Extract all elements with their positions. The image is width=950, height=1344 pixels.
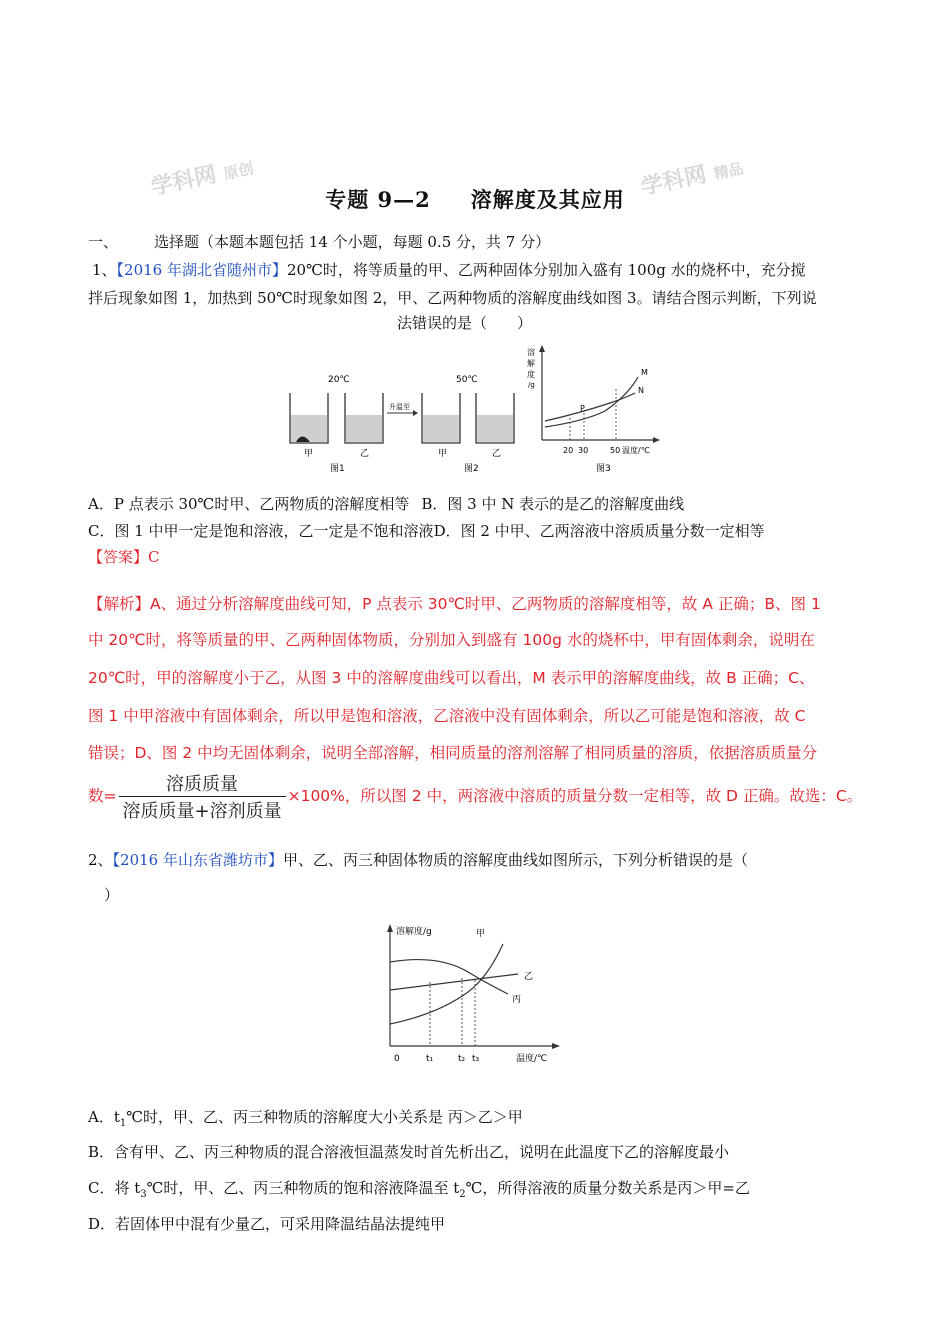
watermark-left-sub: 原创 <box>222 159 256 184</box>
q2-option-c <box>88 1178 750 1205</box>
q2-curve-bing <box>390 960 508 994</box>
section-number: 一、 <box>88 233 119 251</box>
q1-option-c: C．图 1 中甲一定是饱和溶液，乙一定是不饱和溶液 <box>88 522 434 540</box>
q1-line3 <box>397 313 532 333</box>
q2-tick-t2: t₂ <box>458 1054 466 1064</box>
q1-analysis-6-post: ×100%，所以图 2 中，两溶液中溶质的质量分数一定相等，故 D 正确。故选：C。 <box>287 787 863 805</box>
fig-label-3: 图3 <box>596 464 611 474</box>
q2-option-a-sub: 1 <box>119 1118 127 1129</box>
fig3-label-M: M <box>641 368 648 377</box>
q1-option-a: A．P 点表示 30℃时甲、乙两物质的溶解度相等 <box>88 495 410 513</box>
q2-option-c-sub2: 2 <box>459 1189 466 1200</box>
q2-label-bing: 丙 <box>512 995 522 1005</box>
q1-analysis-6-pre: 数= <box>88 787 117 805</box>
q1-options-ab <box>88 494 684 514</box>
q2-ylabel: 溶解度/g <box>396 927 432 937</box>
q2-line2 <box>104 885 119 905</box>
q1-analysis-5: 错误；D、图 2 中均无固体剩余，说明全部溶解，相同质量的溶剂溶解了相同质量的溶质，依据溶质质量分 <box>88 744 818 762</box>
q2-origin: 0 <box>394 1054 400 1064</box>
fig3-xlabel: 温度/℃ <box>622 446 650 455</box>
q2-option-a-pre: A．t <box>88 1108 120 1126</box>
fig3-ylabel-1: 溶 <box>527 348 535 357</box>
q1-source: 【2016 年湖北省随州市】 <box>116 261 287 279</box>
title-part2: 溶解度及其应用 <box>470 187 625 212</box>
q1-answer-label: 【答案】 <box>88 548 149 566</box>
fig3-tick-50: 50 <box>610 446 621 455</box>
q1-line2 <box>88 288 817 308</box>
q1-options-cd <box>88 521 765 541</box>
q2-label-yi: 乙 <box>524 972 534 982</box>
fig3-point-P: P <box>580 404 585 413</box>
q1-option-d: D．图 2 中甲、乙两溶液中溶质质量分数一定相等 <box>433 522 765 540</box>
q1-line1 <box>92 260 806 280</box>
section-text: 选择题（本题本题包括 14 个小题，每题 0.5 分，共 7 分） <box>154 233 551 251</box>
watermark-left-text: 学科网 <box>148 161 219 201</box>
q2-curve-jia <box>390 944 503 1024</box>
fig3-tick-30: 30 <box>578 446 589 455</box>
fig-jia-1: 甲 <box>304 449 314 459</box>
q1-text-2: 拌后现象如图 1，加热到 50℃时现象如图 2，甲、乙两种物质的溶解度曲线如图 3。请结合图示判断，下列说 <box>88 289 817 307</box>
fig-jia-2: 甲 <box>438 449 448 459</box>
fig-yi-1: 乙 <box>360 449 370 459</box>
q1-analysis-3: 20℃时，甲的溶解度小于乙，从图 3 中的溶解度曲线可以看出，M 表示甲的溶解度曲线，故 B 正确；C、 <box>88 669 815 687</box>
mass-fraction-formula <box>119 770 286 823</box>
q2-source: 【2016 年山东省潍坊市】 <box>112 851 283 869</box>
fig3-ylabel-4: /g <box>528 381 535 389</box>
beaker-jia-1 <box>290 393 328 443</box>
q1-option-b: B．图 3 中 N 表示的是乙的溶解度曲线 <box>421 495 685 513</box>
q2-option-a <box>88 1107 523 1134</box>
fig3-curve-M <box>545 377 638 427</box>
title-part1: 专题 9—2 <box>325 187 431 212</box>
q2-option-c-mid: ℃时，甲、乙、丙三种物质的饱和溶液降温至 t <box>146 1179 460 1197</box>
page-title <box>0 184 950 214</box>
watermark-right-text: 学科网 <box>638 161 709 201</box>
q2-line1 <box>88 850 748 870</box>
q2-tick-t1: t₁ <box>426 1054 434 1064</box>
q1-analysis-4: 图 1 中甲溶液中有固体剩余，所以甲是饱和溶液，乙溶液中没有固体剩余，所以乙可能是饱和溶液，故 C <box>88 707 806 725</box>
fig3-ylabel-3: 度 <box>527 370 535 379</box>
beaker-yi-1 <box>345 393 383 443</box>
q1-figure <box>280 343 665 478</box>
q1-analysis-2: 中 20℃时，将等质量的甲、乙两种固体物质，分别加入到盛有 100g 水的烧杯中，甲有固体剩余，说明在 <box>88 631 815 649</box>
fig-yi-2: 乙 <box>492 449 502 459</box>
beaker-yi-2 <box>476 393 514 443</box>
fig3-label-N: N <box>638 386 644 395</box>
q2-xlabel: 温度/℃ <box>516 1054 548 1064</box>
formula-numerator: 溶质质量 <box>119 770 286 797</box>
fig3-tick-20: 20 <box>563 446 574 455</box>
q1-answer-value: C <box>148 548 160 566</box>
q2-option-c-sub1: 3 <box>140 1189 147 1200</box>
q2-option-a-post: ℃时，甲、乙、丙三种物质的溶解度大小关系是 丙＞乙＞甲 <box>126 1108 523 1126</box>
q2-curve-yi <box>390 974 518 990</box>
q2-option-d: D．若固体甲中混有少量乙，可采用降温结晶法提纯甲 <box>88 1215 446 1233</box>
q2-figure <box>378 922 578 1070</box>
q2-number: 2、 <box>88 851 113 869</box>
q2-paren: ） <box>104 886 120 904</box>
fig-temp2: 50℃ <box>456 375 478 385</box>
fig-arrow-label: 升温至 <box>389 403 410 411</box>
q2-tick-t3: t₃ <box>472 1054 480 1064</box>
q1-number: 1、 <box>92 261 117 279</box>
watermark-right-sub: 精品 <box>712 159 746 184</box>
q2-label-jia: 甲 <box>476 929 486 939</box>
fig-temp1: 20℃ <box>328 375 350 385</box>
formula-denominator: 溶质质量+溶剂质量 <box>122 801 282 822</box>
q2-text: 甲、乙、丙三种固体物质的溶解度曲线如图所示，下列分析错误的是（ <box>283 851 749 869</box>
q2-option-c-pre: C．将 t <box>88 1179 141 1197</box>
q1-text-1: 20℃时，将等质量的甲、乙两种固体分别加入盛有 100g 水的烧杯中，充分搅 <box>287 261 806 279</box>
section-header <box>88 232 550 252</box>
q1-analysis-1: 【解析】A、通过分析溶解度曲线可知，P 点表示 30℃时甲、乙两物质的溶解度相等，故 A 正确；B、图 1 <box>88 595 821 613</box>
q1-text-3: 法错误的是（ ） <box>397 314 533 332</box>
q1-answer <box>88 547 160 567</box>
beaker-jia-2 <box>422 393 460 443</box>
fig3-ylabel-2: 解 <box>527 359 535 368</box>
fig-label-1: 图1 <box>330 464 345 474</box>
q1-analysis-6 <box>88 770 862 823</box>
q2-option-b: B．含有甲、乙、丙三种物质的混合溶液恒温蒸发时首先析出乙，说明在此温度下乙的溶解度最小 <box>88 1143 730 1161</box>
fig-label-2: 图2 <box>464 464 479 474</box>
q2-option-c-post: ℃，所得溶液的质量分数关系是丙＞甲=乙 <box>465 1179 750 1197</box>
